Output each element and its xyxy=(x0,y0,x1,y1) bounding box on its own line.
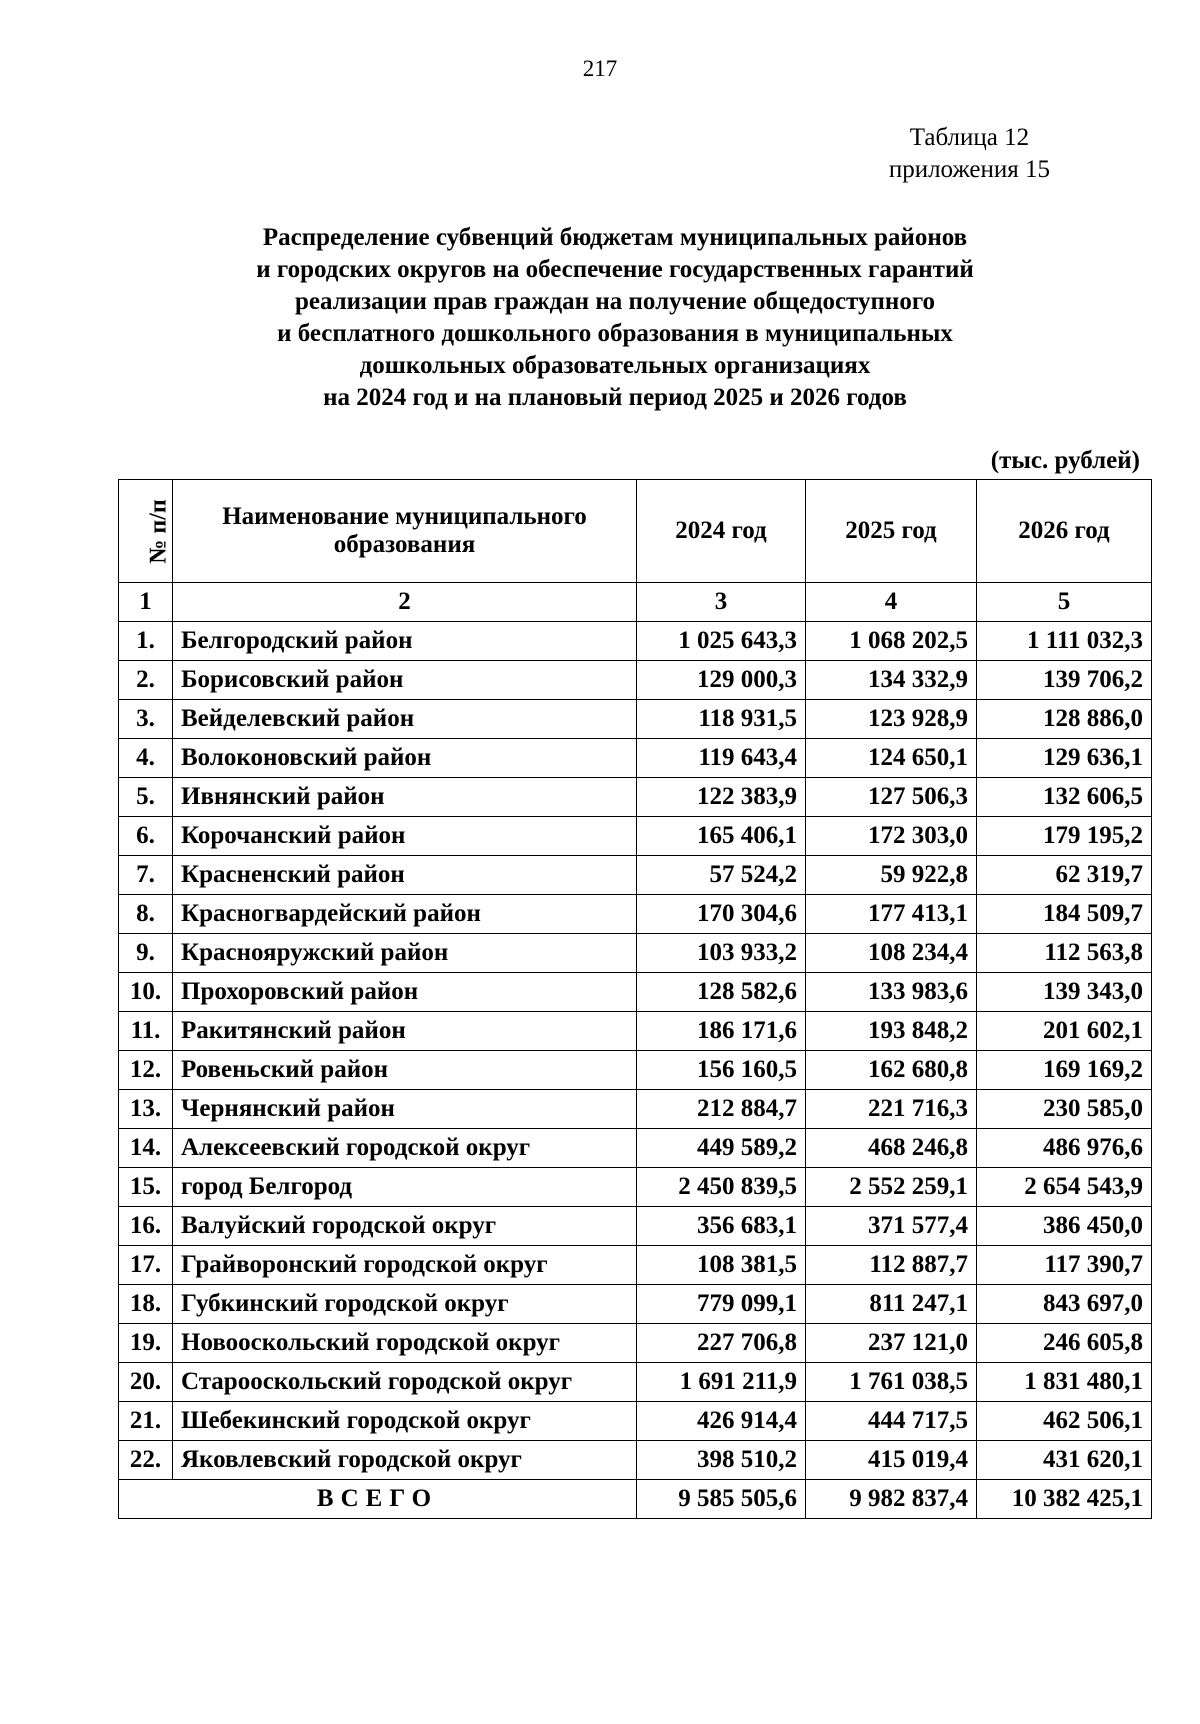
value-2026: 132 606,5 xyxy=(977,778,1152,817)
title-line: Распределение субвенций бюджетам муниципальных районов xyxy=(262,224,968,251)
column-number: 5 xyxy=(977,583,1152,622)
municipality-name: Чернянский район xyxy=(173,1090,637,1129)
value-2026: 169 169,2 xyxy=(977,1051,1152,1090)
value-2026: 843 697,0 xyxy=(977,1285,1152,1324)
column-number-row xyxy=(119,583,1152,622)
subsidy-table xyxy=(118,479,1152,1519)
unit-label: (тыс. рублей) xyxy=(990,447,1140,474)
value-2026: 486 976,6 xyxy=(977,1129,1152,1168)
value-2024: 156 160,5 xyxy=(637,1051,806,1090)
value-2024: 186 171,6 xyxy=(637,1012,806,1051)
value-2025: 468 246,8 xyxy=(806,1129,977,1168)
value-2026: 230 585,0 xyxy=(977,1090,1152,1129)
row-number: 21. xyxy=(119,1402,173,1441)
value-2025: 415 019,4 xyxy=(806,1441,977,1480)
column-number: 1 xyxy=(119,583,173,622)
table-row xyxy=(119,1402,1152,1441)
municipality-name: Алексеевский городской округ xyxy=(173,1129,637,1168)
table-row xyxy=(119,817,1152,856)
value-2024: 2 450 839,5 xyxy=(637,1168,806,1207)
title-line: дошкольных образовательных организациях xyxy=(359,352,871,379)
value-2026: 179 195,2 xyxy=(977,817,1152,856)
row-number: 10. xyxy=(119,973,173,1012)
table-row xyxy=(119,1012,1152,1051)
row-number: 22. xyxy=(119,1441,173,1480)
total-label: ВСЕГО xyxy=(119,1480,637,1519)
value-2026: 128 886,0 xyxy=(977,700,1152,739)
value-2026: 62 319,7 xyxy=(977,856,1152,895)
table-row xyxy=(119,1441,1152,1480)
row-number: 1. xyxy=(119,622,173,661)
value-2026: 2 654 543,9 xyxy=(977,1168,1152,1207)
header-number-label: № п/п xyxy=(145,499,172,564)
table-row xyxy=(119,973,1152,1012)
value-2024: 122 383,9 xyxy=(637,778,806,817)
table-row xyxy=(119,1051,1152,1090)
column-number: 3 xyxy=(637,583,806,622)
row-number: 7. xyxy=(119,856,173,895)
row-number: 14. xyxy=(119,1129,173,1168)
row-number: 12. xyxy=(119,1051,173,1090)
header-cell-2026: 2026 год xyxy=(977,480,1152,583)
value-2025: 193 848,2 xyxy=(806,1012,977,1051)
header-row xyxy=(119,480,1152,583)
value-2025: 127 506,3 xyxy=(806,778,977,817)
municipality-name: Белгородский район xyxy=(173,622,637,661)
value-2025: 112 887,7 xyxy=(806,1246,977,1285)
table-row xyxy=(119,1129,1152,1168)
municipality-name: Борисовский район xyxy=(173,661,637,700)
row-number: 6. xyxy=(119,817,173,856)
value-2024: 398 510,2 xyxy=(637,1441,806,1480)
row-number: 17. xyxy=(119,1246,173,1285)
value-2025: 133 983,6 xyxy=(806,973,977,1012)
value-2026: 1 831 480,1 xyxy=(977,1363,1152,1402)
municipality-name: Красненский район xyxy=(173,856,637,895)
value-2025: 124 650,1 xyxy=(806,739,977,778)
table-row xyxy=(119,895,1152,934)
total-2024: 9 585 505,6 xyxy=(637,1480,806,1519)
header-cell-2024: 2024 год xyxy=(637,480,806,583)
table-row xyxy=(119,1324,1152,1363)
table-row xyxy=(119,1168,1152,1207)
value-2024: 1 691 211,9 xyxy=(637,1363,806,1402)
municipality-name: Новооскольский городской округ xyxy=(173,1324,637,1363)
value-2026: 139 343,0 xyxy=(977,973,1152,1012)
municipality-name: Яковлевский городской округ xyxy=(173,1441,637,1480)
municipality-name: Шебекинский городской округ xyxy=(173,1402,637,1441)
value-2025: 1 761 038,5 xyxy=(806,1363,977,1402)
title-line: и городских округов на обеспечение государственных гарантий xyxy=(256,256,974,283)
value-2025: 2 552 259,1 xyxy=(806,1168,977,1207)
municipality-name: Волоконовский район xyxy=(173,739,637,778)
value-2025: 1 068 202,5 xyxy=(806,622,977,661)
table-row xyxy=(119,778,1152,817)
row-number: 15. xyxy=(119,1168,173,1207)
value-2024: 1 025 643,3 xyxy=(637,622,806,661)
title-line: реализации прав граждан на получение общедоступного xyxy=(294,288,936,315)
row-number: 11. xyxy=(119,1012,173,1051)
municipality-name: город Белгород xyxy=(173,1168,637,1207)
municipality-name: Губкинский городской округ xyxy=(173,1285,637,1324)
title-line: на 2024 год и на плановый период 2025 и 2026 годов xyxy=(323,384,907,411)
value-2025: 162 680,8 xyxy=(806,1051,977,1090)
row-number: 16. xyxy=(119,1207,173,1246)
row-number: 4. xyxy=(119,739,173,778)
value-2024: 779 099,1 xyxy=(637,1285,806,1324)
table-row xyxy=(119,1363,1152,1402)
value-2026: 386 450,0 xyxy=(977,1207,1152,1246)
row-number: 8. xyxy=(119,895,173,934)
value-2025: 811 247,1 xyxy=(806,1285,977,1324)
table-row xyxy=(119,1246,1152,1285)
total-row xyxy=(119,1480,1152,1519)
value-2026: 246 605,8 xyxy=(977,1324,1152,1363)
table-row xyxy=(119,1207,1152,1246)
value-2024: 119 643,4 xyxy=(637,739,806,778)
value-2026: 1 111 032,3 xyxy=(977,622,1152,661)
municipality-name: Прохоровский район xyxy=(173,973,637,1012)
value-2025: 221 716,3 xyxy=(806,1090,977,1129)
municipality-name: Корочанский район xyxy=(173,817,637,856)
value-2024: 165 406,1 xyxy=(637,817,806,856)
value-2025: 134 332,9 xyxy=(806,661,977,700)
value-2026: 112 563,8 xyxy=(977,934,1152,973)
value-2026: 117 390,7 xyxy=(977,1246,1152,1285)
value-2024: 129 000,3 xyxy=(637,661,806,700)
header-cell-name: Наименование муниципального образования xyxy=(173,480,637,583)
table-row xyxy=(119,1090,1152,1129)
municipality-name: Ракитянский район xyxy=(173,1012,637,1051)
value-2026: 184 509,7 xyxy=(977,895,1152,934)
table-reference xyxy=(889,122,1050,186)
value-2025: 177 413,1 xyxy=(806,895,977,934)
value-2026: 139 706,2 xyxy=(977,661,1152,700)
value-2025: 123 928,9 xyxy=(806,700,977,739)
document-title xyxy=(180,222,1050,414)
row-number: 9. xyxy=(119,934,173,973)
value-2024: 57 524,2 xyxy=(637,856,806,895)
municipality-name: Краснояружский район xyxy=(173,934,637,973)
row-number: 18. xyxy=(119,1285,173,1324)
value-2026: 129 636,1 xyxy=(977,739,1152,778)
value-2024: 449 589,2 xyxy=(637,1129,806,1168)
municipality-name: Ровеньский район xyxy=(173,1051,637,1090)
total-2026: 10 382 425,1 xyxy=(977,1480,1152,1519)
row-number: 13. xyxy=(119,1090,173,1129)
value-2024: 170 304,6 xyxy=(637,895,806,934)
header-cell-number xyxy=(119,480,173,583)
value-2026: 462 506,1 xyxy=(977,1402,1152,1441)
table-row xyxy=(119,739,1152,778)
row-number: 19. xyxy=(119,1324,173,1363)
row-number: 20. xyxy=(119,1363,173,1402)
row-number: 3. xyxy=(119,700,173,739)
value-2024: 426 914,4 xyxy=(637,1402,806,1441)
table-reference-line1: Таблица 12 xyxy=(909,124,1030,151)
value-2025: 444 717,5 xyxy=(806,1402,977,1441)
title-line: и бесплатного дошкольного образования в муниципальных xyxy=(277,320,953,347)
value-2024: 212 884,7 xyxy=(637,1090,806,1129)
table-row xyxy=(119,856,1152,895)
table-row xyxy=(119,934,1152,973)
value-2025: 371 577,4 xyxy=(806,1207,977,1246)
municipality-name: Красногвардейский район xyxy=(173,895,637,934)
value-2024: 103 933,2 xyxy=(637,934,806,973)
municipality-name: Грайворонский городской округ xyxy=(173,1246,637,1285)
municipality-name: Вейделевский район xyxy=(173,700,637,739)
table-row xyxy=(119,661,1152,700)
value-2024: 227 706,8 xyxy=(637,1324,806,1363)
column-number: 4 xyxy=(806,583,977,622)
table-row xyxy=(119,1285,1152,1324)
column-number: 2 xyxy=(173,583,637,622)
value-2024: 108 381,5 xyxy=(637,1246,806,1285)
table-row xyxy=(119,622,1152,661)
value-2026: 201 602,1 xyxy=(977,1012,1152,1051)
value-2024: 128 582,6 xyxy=(637,973,806,1012)
municipality-name: Старооскольский городской округ xyxy=(173,1363,637,1402)
total-2025: 9 982 837,4 xyxy=(806,1480,977,1519)
municipality-name: Ивнянский район xyxy=(173,778,637,817)
value-2025: 237 121,0 xyxy=(806,1324,977,1363)
value-2025: 108 234,4 xyxy=(806,934,977,973)
value-2025: 172 303,0 xyxy=(806,817,977,856)
table-reference-line2: приложения 15 xyxy=(888,156,1050,183)
row-number: 2. xyxy=(119,661,173,700)
municipality-name: Валуйский городской округ xyxy=(173,1207,637,1246)
row-number: 5. xyxy=(119,778,173,817)
value-2024: 356 683,1 xyxy=(637,1207,806,1246)
page-number: 217 xyxy=(582,56,618,81)
value-2026: 431 620,1 xyxy=(977,1441,1152,1480)
value-2024: 118 931,5 xyxy=(637,700,806,739)
table-row xyxy=(119,700,1152,739)
value-2025: 59 922,8 xyxy=(806,856,977,895)
header-cell-2025: 2025 год xyxy=(806,480,977,583)
